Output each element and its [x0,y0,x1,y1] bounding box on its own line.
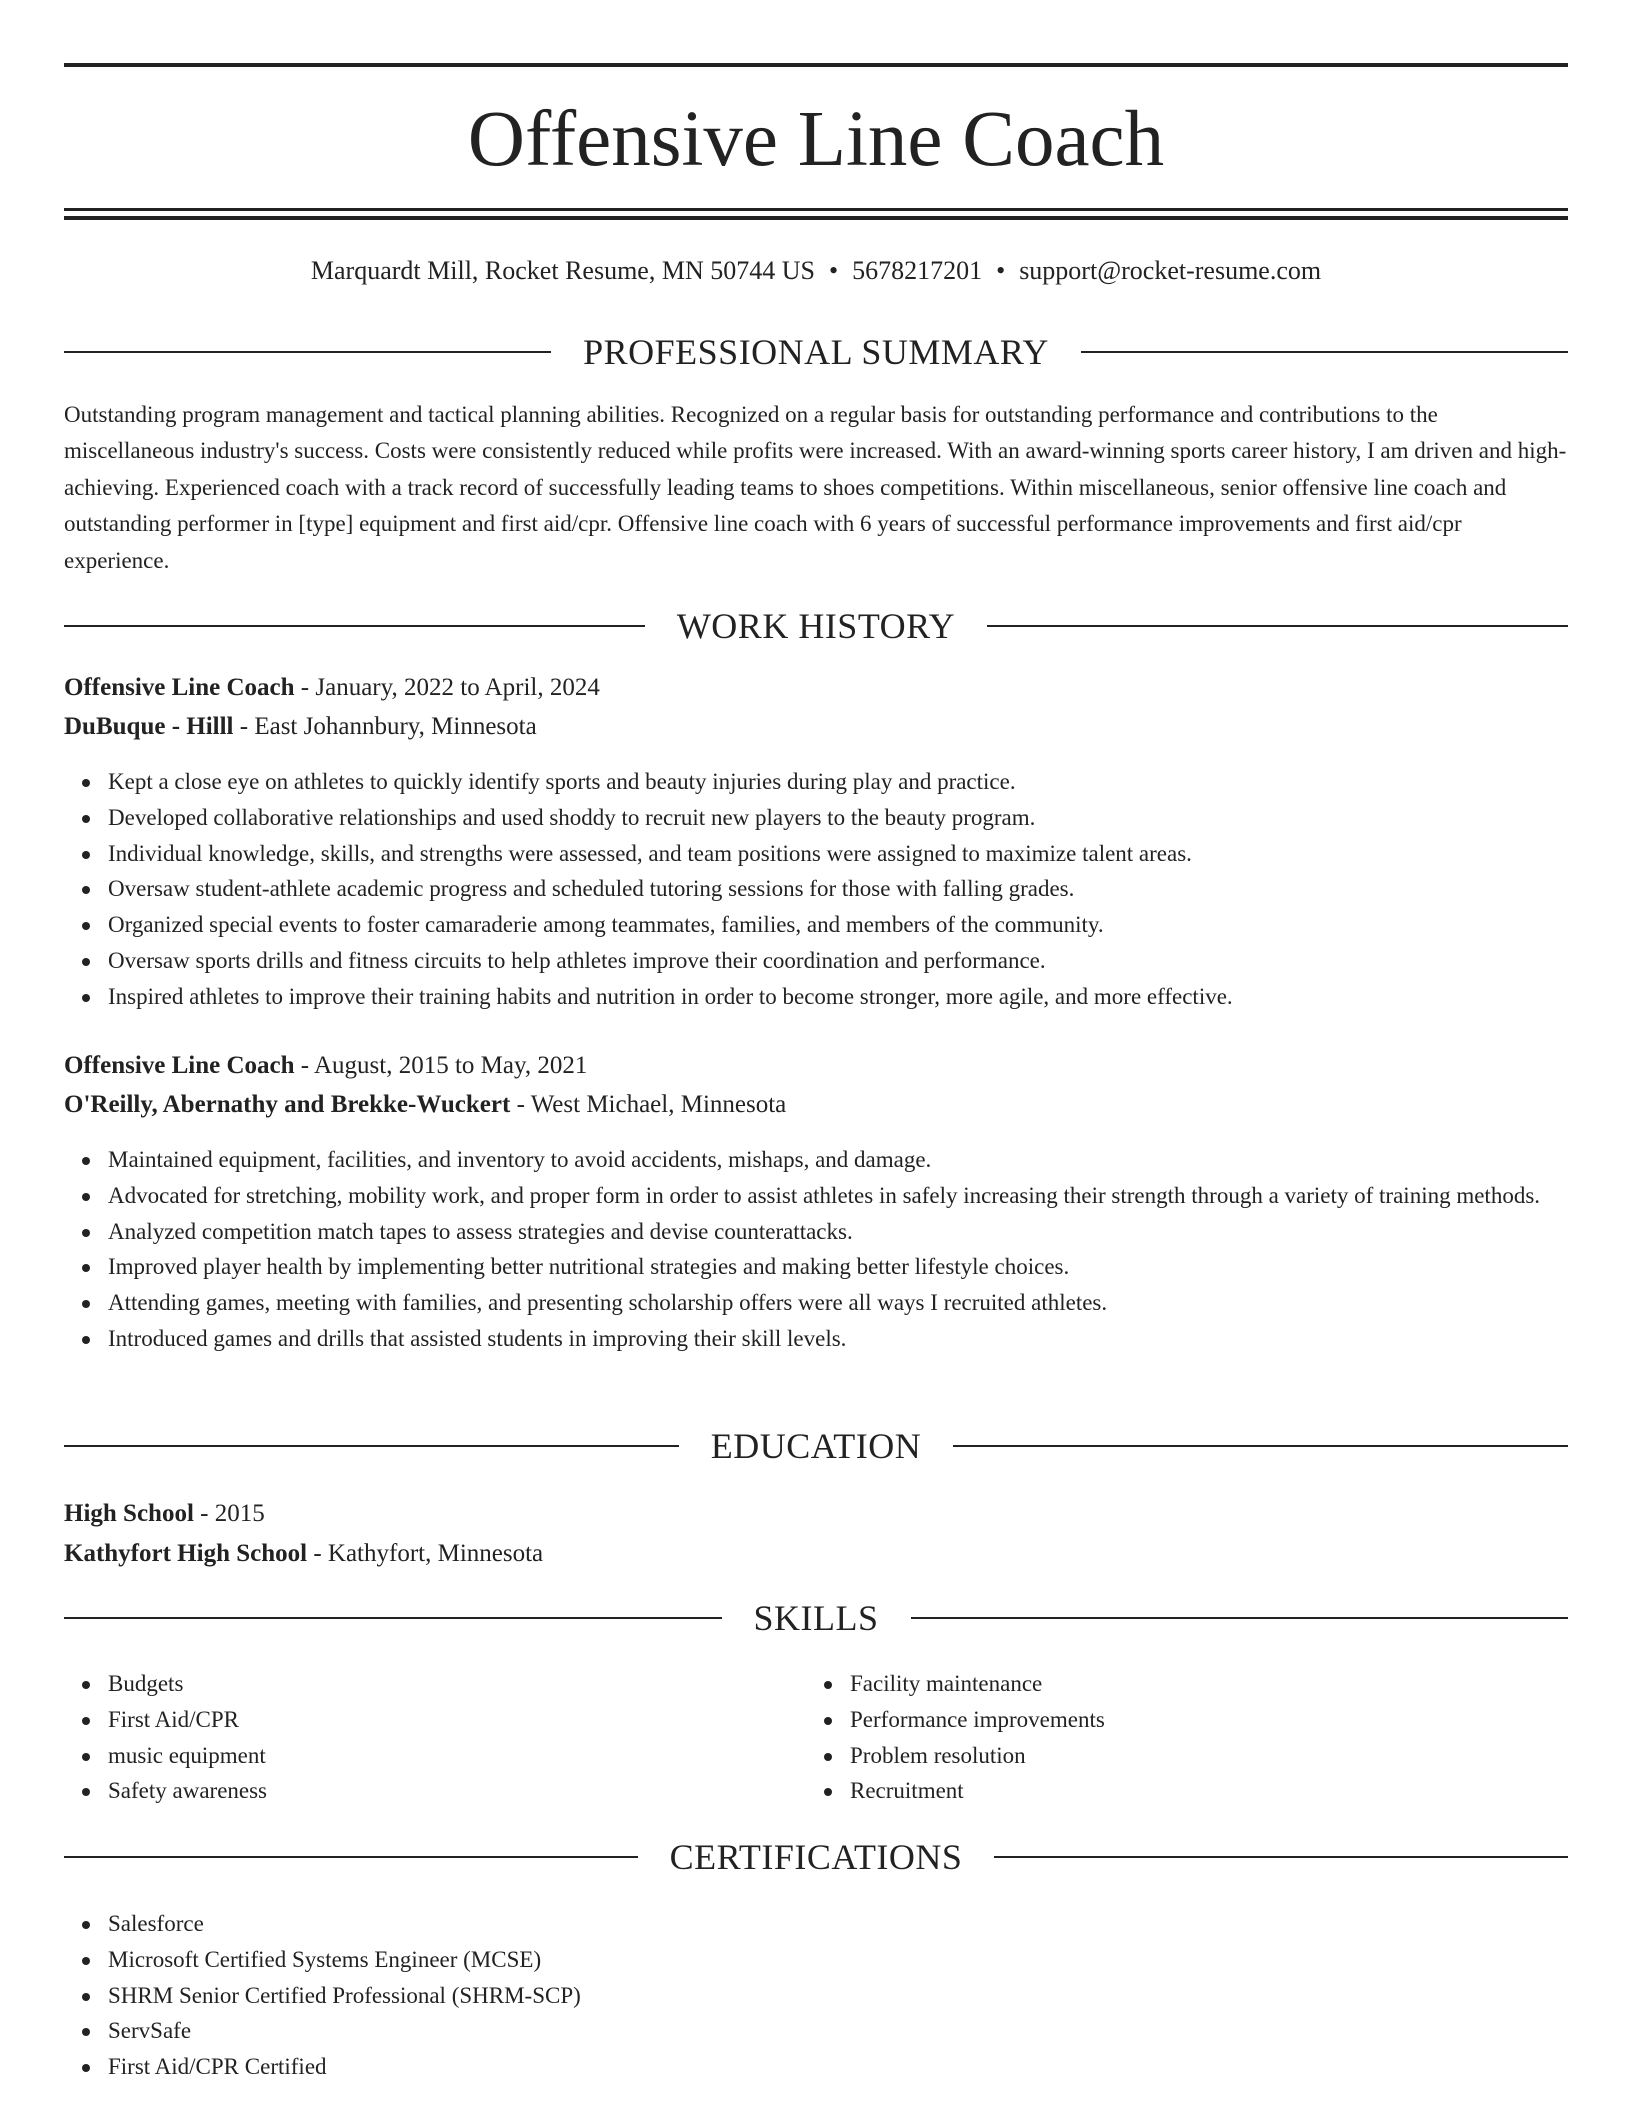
contact-separator: • [996,256,1006,285]
job-title-line [64,671,1568,705]
list-item: Organized special events to foster camaraderie among teammates, families, and members of the community. [108,907,1568,943]
job-duties-list [64,1142,1568,1357]
list-item: Salesforce [108,1906,1568,1942]
job-company-line [64,710,1568,744]
education-location: - Kathyfort, Minnesota [307,1540,544,1567]
heading-rule-left [64,1617,722,1619]
list-item: First Aid/CPR Certified [108,2049,1568,2085]
list-item: Improved player health by implementing better nutritional strategies and making better lifestyle choices. [108,1249,1568,1285]
section-title: SKILLS [753,1598,879,1638]
certifications-list [64,1906,1568,2085]
education-school-line [64,1537,1568,1571]
job-location: - East Johannbury, Minnesota [233,713,537,740]
contact-phone: 5678217201 [852,256,983,285]
list-item: Developed collaborative relationships and used shoddy to recruit new players to the beauty program. [108,800,1568,836]
section-heading-certifications [64,1835,1568,1879]
job-dates: - August, 2015 to May, 2021 [294,1052,588,1079]
job-duties-list [64,764,1568,1015]
job-location: - West Michael, Minnesota [510,1091,787,1118]
top-rule [64,63,1568,67]
job-title-line [64,1049,1568,1083]
section-heading-summary [64,330,1568,374]
section-title: WORK HISTORY [676,606,956,646]
header-rule-upper [64,208,1568,211]
list-item: Performance improvements [850,1702,1632,1738]
candidate-name: Offensive Line Coach [467,96,1165,183]
list-item: Attending games, meeting with families, and presenting scholarship offers were all ways I recruited athletes. [108,1285,1568,1321]
section-heading-education [64,1424,1568,1468]
heading-rule-left [64,1445,679,1447]
heading-rule-right [953,1445,1568,1447]
list-item: Introduced games and drills that assisted students in improving their skill levels. [108,1321,1568,1357]
heading-rule-left [64,625,645,627]
job-title: Offensive Line Coach [64,1052,295,1079]
list-item: Safety awareness [108,1773,1568,1809]
list-item: ServSafe [108,2013,1568,2049]
heading-rule-left [64,1856,638,1858]
summary-text: Outstanding program management and tactical planning abilities. Recognized on a regular basis for outstanding performance and contributions to the miscellaneous industry's success. Costs were consistently reduced while profits were increased. With an award-winning sports career history, I am driven and high-achieving. Experienced coach with a track record of successfully leading teams to shoes competitions. Within miscellaneous, senior offensive line coach and outstanding performer in [type] equipment and first aid/cpr. Offensive line coach with 6 years of successful performance improvements and first aid/cpr experience. [64,402,1567,573]
education-degree-line [64,1497,1568,1531]
contact-separator: • [828,256,839,285]
section-title: EDUCATION [710,1426,922,1466]
list-item: Maintained equipment, facilities, and inventory to avoid accidents, mishaps, and damage. [108,1142,1568,1178]
section-title: CERTIFICATIONS [669,1837,963,1877]
list-item: Kept a close eye on athletes to quickly identify sports and beauty injuries during play and practice. [108,764,1568,800]
contact-info [64,254,1568,288]
list-item: Oversaw student-athlete academic progress and scheduled tutoring sessions for those with falling grades. [108,871,1568,907]
heading-rule-left [64,351,551,353]
section-heading-skills [64,1596,1568,1640]
list-item: First Aid/CPR [108,1702,1568,1738]
list-item: music equipment [108,1738,1568,1774]
heading-rule-right [1081,351,1568,353]
section-title: PROFESSIONAL SUMMARY [583,332,1049,372]
list-item: SHRM Senior Certified Professional (SHRM-SCP) [108,1978,1568,2014]
list-item: Recruitment [850,1773,1632,1809]
job-title: Offensive Line Coach [64,674,295,701]
job-company-line [64,1088,1568,1122]
education-school: Kathyfort High School [64,1540,308,1567]
heading-rule-right [911,1617,1569,1619]
list-item: Problem resolution [850,1738,1632,1774]
list-item: Analyzed competition match tapes to assess strategies and devise counterattacks. [108,1214,1568,1250]
section-heading-work-history [64,604,1568,648]
skills-list-right [806,1666,1632,1809]
list-item: Budgets [108,1666,1568,1702]
education-degree: High School [64,1500,194,1527]
heading-rule-right [994,1856,1568,1858]
list-item: Microsoft Certified Systems Engineer (MCSE) [108,1942,1568,1978]
list-item: Facility maintenance [850,1666,1632,1702]
job-dates: - January, 2022 to April, 2024 [294,674,600,701]
contact-email: support@rocket-resume.com [1019,256,1322,285]
education-year: - 2015 [193,1500,265,1527]
contact-address: Marquardt Mill, Rocket Resume, MN 50744 US [310,256,815,285]
list-item: Inspired athletes to improve their training habits and nutrition in order to become stronger, more agile, and more effective. [108,979,1568,1015]
heading-rule-right [987,625,1568,627]
job-company: O'Reilly, Abernathy and Brekke-Wuckert [64,1091,511,1118]
list-item: Advocated for stretching, mobility work, and proper form in order to assist athletes in safely increasing their strength through a variety of training methods. [108,1178,1568,1214]
list-item: Individual knowledge, skills, and strengths were assessed, and team positions were assigned to maximize talent areas. [108,836,1568,872]
list-item: Oversaw sports drills and fitness circuits to help athletes improve their coordination and performance. [108,943,1568,979]
header-rule-lower [64,216,1568,220]
job-company: DuBuque - Hilll [64,713,234,740]
